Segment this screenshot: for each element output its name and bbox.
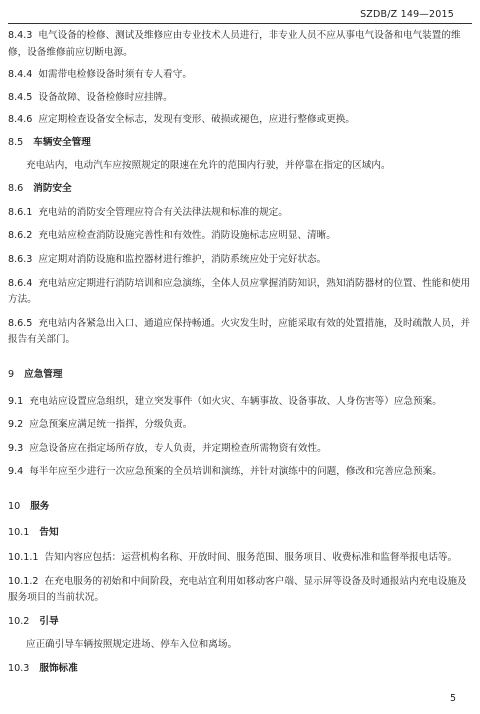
section-heading-8-6 — [8, 181, 472, 198]
clause-10-1-2 — [8, 574, 472, 607]
clause-number: 8.6.3 — [8, 253, 33, 265]
chapter-heading-9 — [8, 367, 472, 384]
chapter-number: 9 — [8, 368, 15, 380]
clause-text: 每半年应至少进行一次应急预案的全员培训和演练，并针对演练中的问题，修改和完善应急预案。 — [29, 466, 442, 478]
section-heading-10-1 — [8, 525, 472, 542]
clause-number: 8.6.5 — [8, 317, 33, 329]
clause-text: 应定期对消防设施和监控器材进行维护，消防系统应处于完好状态。 — [38, 253, 327, 265]
clause-text: 充电站内各紧急出入口、通道应保持畅通。火灾发生时，应能采取有效的处置措施，及时疏散人员，并报告有关部门。 — [8, 317, 471, 346]
chapter-title: 服务 — [30, 500, 50, 512]
clause-9-3 — [8, 441, 472, 458]
clause-8-6-3 — [8, 252, 472, 269]
clause-text: 充电站应设置应急组织，建立突发事件（如火灾、车辆事故、设备事故、人身伤害等）应急预案。 — [29, 395, 442, 407]
chapter-heading-10 — [8, 499, 472, 516]
section-number: 10.2 — [8, 615, 30, 627]
clause-9-4 — [8, 464, 472, 481]
section-number: 8.5 — [8, 136, 24, 148]
clause-text: 如需带电检修设备时须有专人看守。 — [38, 69, 192, 81]
clause-text: 充电站应定期进行消防培训和应急演练，全体人员应掌握消防知识，熟知消防器材的位置、性能和使用方法。 — [8, 277, 471, 306]
section-title: 告知 — [39, 527, 59, 539]
clause-8-6-4 — [8, 276, 472, 309]
clause-number: 9.4 — [8, 466, 24, 478]
clause-text: 应定期检查设备安全标志，发现有变形、破损或褪色，应进行整修或更换。 — [38, 114, 356, 126]
clause-number: 9.1 — [8, 395, 24, 407]
clause-10-1-1 — [8, 550, 472, 567]
paragraph-text: 应正确引导车辆按照规定进场、停车入位和离场。 — [26, 639, 238, 651]
clause-number: 8.6.4 — [8, 277, 33, 289]
clause-number: 8.6.1 — [8, 206, 33, 218]
clause-number: 8.6.2 — [8, 230, 33, 242]
section-number: 10.3 — [8, 663, 30, 675]
section-title: 引导 — [39, 615, 59, 627]
document-code: SZDB/Z 149—2015 — [360, 9, 454, 20]
section-number: 8.6 — [8, 183, 24, 195]
clause-8-6-1 — [8, 205, 472, 222]
section-heading-10-2 — [8, 614, 472, 631]
clause-text: 告知内容应包括：运营机构名称、开放时间、服务范围、服务项目、收费标准和监督举报电话等。 — [44, 552, 458, 564]
clause-8-4-6 — [8, 112, 472, 129]
section-title: 车辆安全管理 — [33, 136, 91, 148]
clause-9-2 — [8, 417, 472, 434]
clause-text: 充电站应检查消防设施完善性和有效性。消防设施标志应明显、清晰。 — [38, 230, 336, 242]
clause-8-6-5 — [8, 316, 472, 349]
section-heading-10-3 — [8, 661, 472, 678]
clause-number: 9.3 — [8, 442, 24, 454]
clause-text: 设备故障、设备检修时应挂牌。 — [38, 91, 173, 103]
section-number: 10.1 — [8, 527, 30, 539]
paragraph-8-5 — [8, 158, 472, 175]
clause-number: 10.1.2 — [8, 575, 39, 587]
section-heading-8-5 — [8, 135, 472, 152]
clause-number: 8.4.4 — [8, 69, 33, 81]
clause-number: 8.4.3 — [8, 30, 33, 41]
clause-number: 10.1.1 — [8, 552, 39, 564]
chapter-number: 10 — [8, 500, 21, 512]
clause-8-4-4 — [8, 67, 472, 84]
clause-text: 在充电服务的初始和中间阶段，充电站宜利用如移动客户端、显示屏等设备及时通报站内充电设施及服务项目的当前状况。 — [8, 575, 467, 604]
clause-number: 9.2 — [8, 419, 24, 431]
page-number: 5 — [449, 693, 456, 704]
clause-text: 应急设备应在指定场所存放，专人负责，并定期检查所需物资有效性。 — [29, 442, 327, 454]
section-title: 消防安全 — [33, 183, 72, 195]
document-body — [8, 28, 472, 678]
clause-8-4-5 — [8, 90, 472, 107]
clause-9-1 — [8, 394, 472, 411]
clause-8-6-2 — [8, 228, 472, 245]
clause-text: 电气设备的检修、测试及维修应由专业技术人员进行，非专业人员不应从事电气设备和电气装置的维修，设备维修前应切断电源。 — [8, 30, 461, 58]
chapter-title: 应急管理 — [24, 368, 63, 380]
clause-number: 8.4.5 — [8, 91, 33, 103]
clause-number: 8.4.6 — [8, 114, 33, 126]
clause-8-4-3 — [8, 28, 472, 61]
clause-text: 应急预案应满足统一指挥，分级负责。 — [29, 419, 193, 431]
paragraph-text: 充电站内，电动汽车应按照规定的限速在允许的范围内行驶，并停靠在指定的区域内。 — [26, 159, 391, 171]
section-title: 服饰标准 — [39, 663, 78, 675]
clause-text: 充电站的消防安全管理应符合有关法律法规和标准的规定。 — [38, 206, 288, 218]
paragraph-10-2 — [8, 637, 472, 654]
header-rule — [8, 23, 472, 24]
